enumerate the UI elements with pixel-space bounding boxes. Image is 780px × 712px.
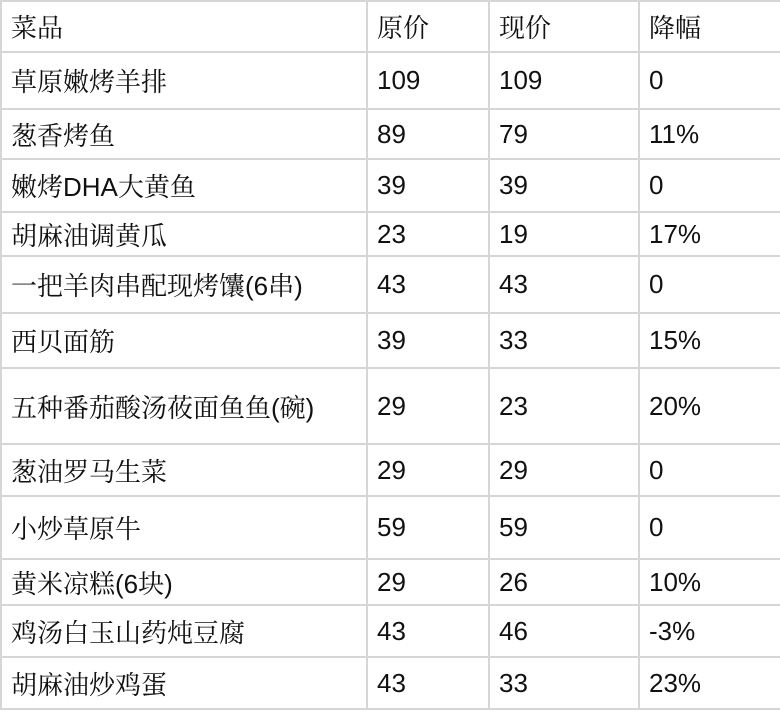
discount-cell: 23% — [639, 657, 780, 709]
dish-name-cell: 葱香烤鱼 — [1, 109, 367, 159]
table-row — [1, 256, 780, 313]
dish-name-cell: 黄米凉糕(6块) — [1, 559, 367, 605]
discount-cell: 11% — [639, 109, 780, 159]
dish-name-cell: 草原嫩烤羊排 — [1, 52, 367, 109]
original-price-cell: 43 — [367, 256, 489, 313]
dish-name-cell: 五种番茄酸汤莜面鱼鱼(碗) — [1, 368, 367, 444]
header-row — [1, 1, 780, 52]
current-price-cell: 39 — [489, 159, 639, 212]
current-price-cell: 43 — [489, 256, 639, 313]
original-price-cell: 29 — [367, 559, 489, 605]
original-price-cell: 29 — [367, 368, 489, 444]
original-price-cell: 59 — [367, 496, 489, 559]
current-price-cell: 46 — [489, 605, 639, 657]
table-row — [1, 52, 780, 109]
dish-name-cell: 嫩烤DHA大黄鱼 — [1, 159, 367, 212]
table-row — [1, 444, 780, 496]
dish-name-cell: 胡麻油炒鸡蛋 — [1, 657, 367, 709]
current-price-cell: 33 — [489, 313, 639, 368]
table-row — [1, 559, 780, 605]
table-row — [1, 109, 780, 159]
current-price-cell: 23 — [489, 368, 639, 444]
current-price-cell: 29 — [489, 444, 639, 496]
table-row — [1, 605, 780, 657]
original-price-cell: 109 — [367, 52, 489, 109]
discount-cell: 0 — [639, 496, 780, 559]
original-price-cell: 29 — [367, 444, 489, 496]
column-header-dish: 菜品 — [1, 1, 367, 52]
original-price-cell: 43 — [367, 605, 489, 657]
current-price-cell: 19 — [489, 212, 639, 256]
current-price-cell: 109 — [489, 52, 639, 109]
current-price-cell: 79 — [489, 109, 639, 159]
column-header-current-price: 现价 — [489, 1, 639, 52]
original-price-cell: 89 — [367, 109, 489, 159]
table-row — [1, 212, 780, 256]
original-price-cell: 39 — [367, 313, 489, 368]
dish-name-cell: 鸡汤白玉山药炖豆腐 — [1, 605, 367, 657]
original-price-cell: 39 — [367, 159, 489, 212]
column-header-original-price: 原价 — [367, 1, 489, 52]
original-price-cell: 23 — [367, 212, 489, 256]
current-price-cell: 59 — [489, 496, 639, 559]
column-header-discount: 降幅 — [639, 1, 780, 52]
original-price-cell: 43 — [367, 657, 489, 709]
dish-name-cell: 胡麻油调黄瓜 — [1, 212, 367, 256]
current-price-cell: 26 — [489, 559, 639, 605]
discount-cell: 17% — [639, 212, 780, 256]
discount-cell: 0 — [639, 159, 780, 212]
table-row — [1, 159, 780, 212]
table-row — [1, 313, 780, 368]
dish-name-cell: 小炒草原牛 — [1, 496, 367, 559]
dish-name-cell: 一把羊肉串配现烤馕(6串) — [1, 256, 367, 313]
table-row — [1, 496, 780, 559]
dish-name-cell: 葱油罗马生菜 — [1, 444, 367, 496]
discount-cell: 10% — [639, 559, 780, 605]
dish-name-cell: 西贝面筋 — [1, 313, 367, 368]
discount-cell: 0 — [639, 444, 780, 496]
discount-cell: -3% — [639, 605, 780, 657]
table-row — [1, 657, 780, 709]
discount-cell: 15% — [639, 313, 780, 368]
current-price-cell: 33 — [489, 657, 639, 709]
table-row — [1, 368, 780, 444]
discount-cell: 0 — [639, 256, 780, 313]
discount-cell: 0 — [639, 52, 780, 109]
discount-cell: 20% — [639, 368, 780, 444]
